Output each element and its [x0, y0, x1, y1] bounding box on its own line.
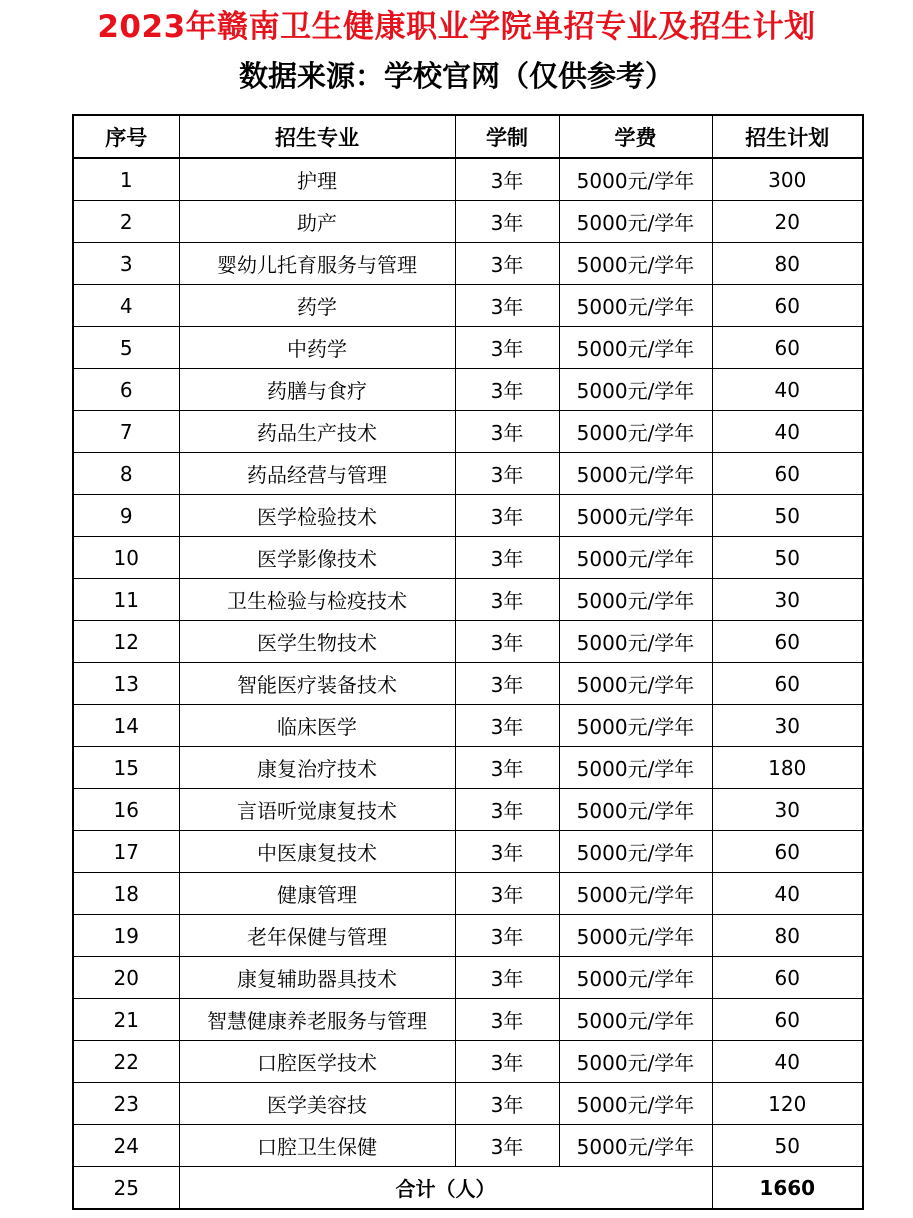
table-row: [73, 663, 863, 705]
table-row: [73, 1125, 863, 1167]
table-row: [73, 831, 863, 873]
row-plan: 120: [712, 1083, 863, 1125]
table-row: [73, 579, 863, 621]
header-major: 招生专业: [179, 115, 455, 158]
row-index: 4: [73, 285, 179, 327]
row-tuition: 5000元/学年: [559, 411, 712, 453]
row-tuition: 5000元/学年: [559, 789, 712, 831]
table-body: [73, 158, 863, 1167]
row-index: 15: [73, 747, 179, 789]
table-row: [73, 158, 863, 201]
row-duration: 3年: [455, 579, 559, 621]
row-duration: 3年: [455, 663, 559, 705]
row-duration: 3年: [455, 327, 559, 369]
row-major: 医学生物技术: [179, 621, 455, 663]
row-duration: 3年: [455, 789, 559, 831]
table-row: [73, 915, 863, 957]
row-index: 19: [73, 915, 179, 957]
row-major: 助产: [179, 201, 455, 243]
row-index: 22: [73, 1041, 179, 1083]
row-major: 智能医疗装备技术: [179, 663, 455, 705]
table-row: [73, 243, 863, 285]
row-index: 24: [73, 1125, 179, 1167]
row-index: 9: [73, 495, 179, 537]
row-major: 药学: [179, 285, 455, 327]
table-row: [73, 957, 863, 999]
table-header-row: [73, 115, 863, 158]
total-row: [73, 1167, 863, 1210]
row-tuition: 5000元/学年: [559, 747, 712, 789]
header-index: 序号: [73, 115, 179, 158]
row-index: 21: [73, 999, 179, 1041]
row-duration: 3年: [455, 957, 559, 999]
total-value: 1660: [712, 1167, 863, 1210]
row-index: 23: [73, 1083, 179, 1125]
row-plan: 30: [712, 579, 863, 621]
table-row: [73, 201, 863, 243]
row-index: 1: [73, 158, 179, 201]
row-major: 老年保健与管理: [179, 915, 455, 957]
row-tuition: 5000元/学年: [559, 1083, 712, 1125]
row-tuition: 5000元/学年: [559, 957, 712, 999]
row-index: 5: [73, 327, 179, 369]
row-duration: 3年: [455, 1083, 559, 1125]
row-major: 护理: [179, 158, 455, 201]
row-duration: 3年: [455, 537, 559, 579]
row-major: 药品经营与管理: [179, 453, 455, 495]
row-tuition: 5000元/学年: [559, 579, 712, 621]
row-plan: 80: [712, 243, 863, 285]
row-index: 20: [73, 957, 179, 999]
row-major: 口腔卫生保健: [179, 1125, 455, 1167]
table-row: [73, 369, 863, 411]
row-plan: 30: [712, 705, 863, 747]
row-tuition: 5000元/学年: [559, 158, 712, 201]
row-plan: 60: [712, 621, 863, 663]
row-plan: 60: [712, 453, 863, 495]
row-tuition: 5000元/学年: [559, 621, 712, 663]
row-plan: 30: [712, 789, 863, 831]
row-duration: 3年: [455, 999, 559, 1041]
row-duration: 3年: [455, 621, 559, 663]
row-plan: 60: [712, 285, 863, 327]
row-tuition: 5000元/学年: [559, 453, 712, 495]
row-major: 医学检验技术: [179, 495, 455, 537]
row-tuition: 5000元/学年: [559, 369, 712, 411]
row-duration: 3年: [455, 495, 559, 537]
row-duration: 3年: [455, 1041, 559, 1083]
row-index: 13: [73, 663, 179, 705]
row-index: 8: [73, 453, 179, 495]
header-tuition: 学费: [559, 115, 712, 158]
row-plan: 60: [712, 999, 863, 1041]
row-duration: 3年: [455, 915, 559, 957]
row-index: 14: [73, 705, 179, 747]
row-plan: 40: [712, 369, 863, 411]
table-row: [73, 537, 863, 579]
row-major: 中药学: [179, 327, 455, 369]
table-row: [73, 789, 863, 831]
table-row: [73, 705, 863, 747]
table-row: [73, 495, 863, 537]
table-row: [73, 999, 863, 1041]
row-plan: 60: [712, 663, 863, 705]
row-tuition: 5000元/学年: [559, 285, 712, 327]
row-plan: 300: [712, 158, 863, 201]
row-major: 卫生检验与检疫技术: [179, 579, 455, 621]
row-duration: 3年: [455, 243, 559, 285]
table-row: [73, 747, 863, 789]
row-tuition: 5000元/学年: [559, 243, 712, 285]
row-plan: 80: [712, 915, 863, 957]
row-tuition: 5000元/学年: [559, 915, 712, 957]
row-duration: 3年: [455, 873, 559, 915]
row-duration: 3年: [455, 453, 559, 495]
row-tuition: 5000元/学年: [559, 201, 712, 243]
header-plan: 招生计划: [712, 115, 863, 158]
total-index: 25: [73, 1167, 179, 1210]
row-index: 17: [73, 831, 179, 873]
row-major: 中医康复技术: [179, 831, 455, 873]
row-tuition: 5000元/学年: [559, 999, 712, 1041]
table-row: [73, 1041, 863, 1083]
row-tuition: 5000元/学年: [559, 537, 712, 579]
row-index: 12: [73, 621, 179, 663]
row-duration: 3年: [455, 411, 559, 453]
row-index: 7: [73, 411, 179, 453]
row-major: 智慧健康养老服务与管理: [179, 999, 455, 1041]
header-duration: 学制: [455, 115, 559, 158]
row-duration: 3年: [455, 831, 559, 873]
row-index: 6: [73, 369, 179, 411]
table-row: [73, 411, 863, 453]
row-plan: 40: [712, 411, 863, 453]
row-tuition: 5000元/学年: [559, 1125, 712, 1167]
row-tuition: 5000元/学年: [559, 663, 712, 705]
row-plan: 40: [712, 873, 863, 915]
table-row: [73, 621, 863, 663]
row-major: 医学影像技术: [179, 537, 455, 579]
total-label: 合计（人）: [179, 1167, 712, 1210]
row-index: 10: [73, 537, 179, 579]
row-major: 婴幼儿托育服务与管理: [179, 243, 455, 285]
page-title: 2023年赣南卫生健康职业学院单招专业及招生计划: [97, 9, 816, 45]
table-row: [73, 327, 863, 369]
table-row: [73, 453, 863, 495]
row-index: 11: [73, 579, 179, 621]
row-plan: 180: [712, 747, 863, 789]
row-duration: 3年: [455, 285, 559, 327]
row-major: 言语听觉康复技术: [179, 789, 455, 831]
row-plan: 50: [712, 537, 863, 579]
table-row: [73, 873, 863, 915]
row-major: 康复治疗技术: [179, 747, 455, 789]
row-major: 口腔医学技术: [179, 1041, 455, 1083]
row-plan: 60: [712, 831, 863, 873]
page-subtitle: 数据来源：学校官网（仅供参考）: [238, 59, 674, 93]
row-duration: 3年: [455, 705, 559, 747]
row-index: 2: [73, 201, 179, 243]
row-duration: 3年: [455, 158, 559, 201]
row-index: 3: [73, 243, 179, 285]
row-tuition: 5000元/学年: [559, 831, 712, 873]
row-tuition: 5000元/学年: [559, 1041, 712, 1083]
row-duration: 3年: [455, 369, 559, 411]
row-major: 药膳与食疗: [179, 369, 455, 411]
row-tuition: 5000元/学年: [559, 495, 712, 537]
row-plan: 50: [712, 1125, 863, 1167]
row-major: 健康管理: [179, 873, 455, 915]
row-duration: 3年: [455, 747, 559, 789]
row-plan: 20: [712, 201, 863, 243]
row-tuition: 5000元/学年: [559, 873, 712, 915]
row-major: 临床医学: [179, 705, 455, 747]
row-tuition: 5000元/学年: [559, 327, 712, 369]
row-major: 康复辅助器具技术: [179, 957, 455, 999]
table-row: [73, 1083, 863, 1125]
table-row: [73, 285, 863, 327]
row-plan: 50: [712, 495, 863, 537]
row-plan: 60: [712, 327, 863, 369]
row-duration: 3年: [455, 1125, 559, 1167]
row-major: 医学美容技: [179, 1083, 455, 1125]
row-major: 药品生产技术: [179, 411, 455, 453]
enrollment-plan-table: [72, 114, 864, 1210]
row-plan: 60: [712, 957, 863, 999]
row-plan: 40: [712, 1041, 863, 1083]
row-tuition: 5000元/学年: [559, 705, 712, 747]
row-index: 16: [73, 789, 179, 831]
row-duration: 3年: [455, 201, 559, 243]
row-index: 18: [73, 873, 179, 915]
